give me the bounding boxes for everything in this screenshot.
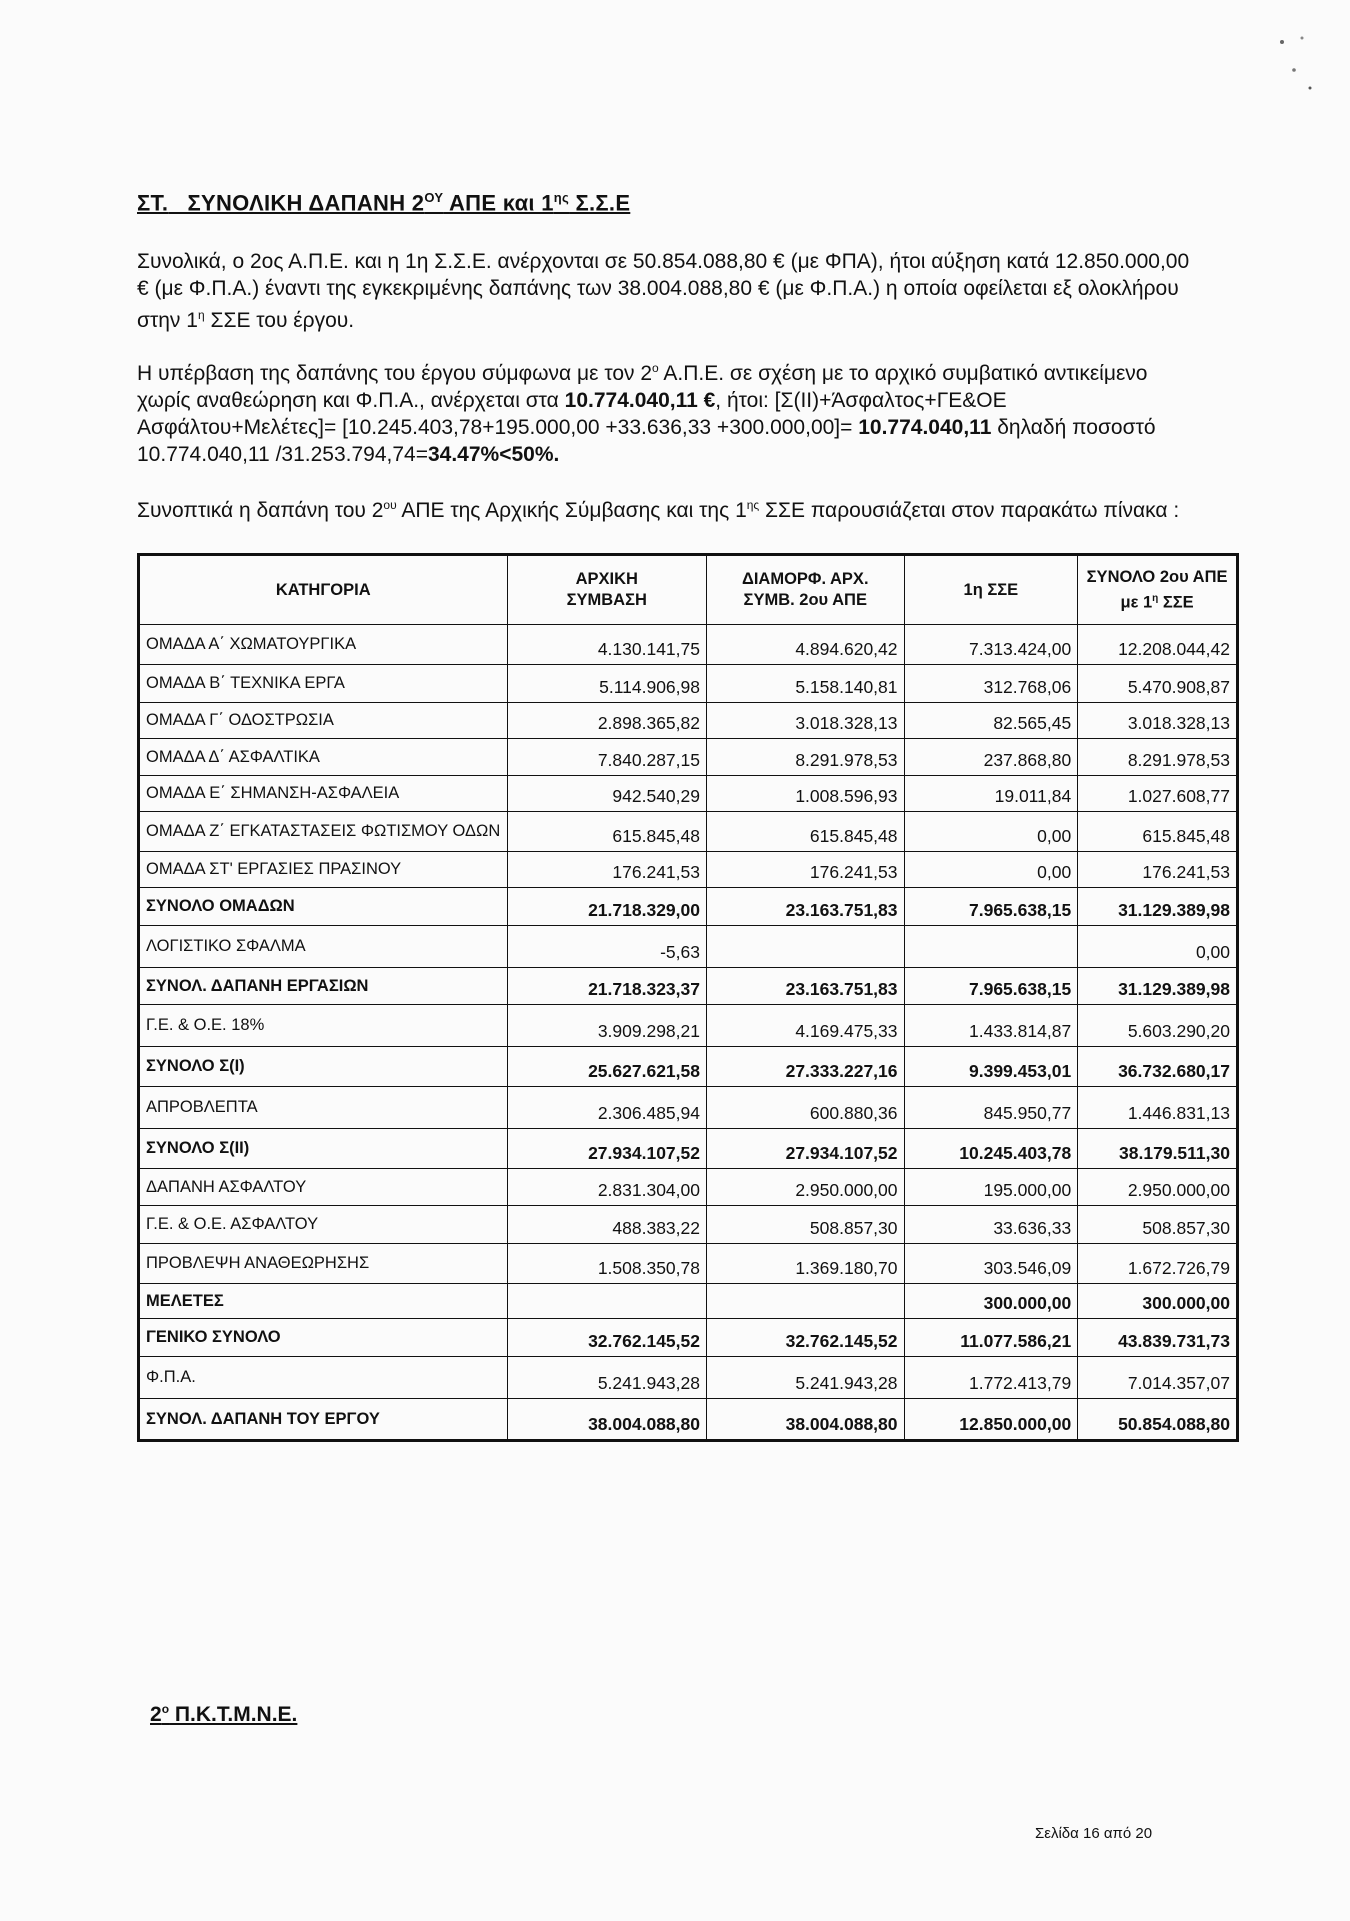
original-amount: 21.718.329,00	[507, 888, 707, 926]
sse-amount: 1.433.814,87	[904, 1005, 1078, 1047]
table-row	[139, 968, 1238, 1005]
table-row	[139, 1357, 1238, 1399]
total-amount: 5.470.908,87	[1078, 665, 1238, 703]
original-amount: 21.718.323,37	[507, 968, 707, 1005]
row-label: ΛΟΓΙΣΤΙΚΟ ΣΦΑΛΜΑ	[139, 926, 508, 968]
sse-amount: 300.000,00	[904, 1284, 1078, 1319]
table-header-row	[139, 555, 1238, 625]
total-amount: 7.014.357,07	[1078, 1357, 1238, 1399]
table-row	[139, 1087, 1238, 1129]
row-label: ΣΥΝΟΛΟ Σ(ΙΙ)	[139, 1129, 508, 1169]
amended-amount: 27.934.107,52	[707, 1129, 905, 1169]
amended-amount: 1.008.596,93	[707, 776, 905, 812]
sse-amount: 303.546,09	[904, 1244, 1078, 1284]
original-amount: 176.241,53	[507, 852, 707, 888]
total-amount: 5.603.290,20	[1078, 1005, 1238, 1047]
total-amount: 0,00	[1078, 926, 1238, 968]
table-row	[139, 852, 1238, 888]
overrun-amount-total: 10.774.040,11	[858, 416, 992, 439]
amended-amount: 600.880,36	[707, 1087, 905, 1129]
amended-amount: 4.169.475,33	[707, 1005, 905, 1047]
total-amount: 12.208.044,42	[1078, 625, 1238, 665]
sse-amount: 12.850.000,00	[904, 1399, 1078, 1441]
row-label: ΑΠΡΟΒΛΕΠΤΑ	[139, 1087, 508, 1129]
table-row	[139, 1284, 1238, 1319]
overrun-paragraph: Η υπέρβαση της δαπάνης του έργου σύμφωνα με τον $2^o$ Α.Π.Ε. σε σχέση με το αρχικό συμβατικό αντικείμενο χωρίς αναθεώρηση και Φ.Π.Α., ανέρχεται στα 10.774.040,11 €, ήτοι: [Σ(ΙΙ)+Άσφαλτος+ΓΕ&ΟΕ Ασφάλτου+Μελέτες]= [10.245.403,78+195.000,00 +33.636,33 +300.000,00]= 10.774.040,11 δηλαδή ποσοστό 10.774.040,11 /31.253.794,74=34.47%<50%.	[137, 361, 1156, 466]
table-intro-paragraph: Συνοπτικά η δαπάνη του $2^{o\upsilon}$ ΑΠΕ της Αρχικής Σύμβασης και της $1^{\eta\varsigma}$ ΣΣΕ παρουσιάζεται στον παρακάτω πίνακα :	[137, 498, 1180, 522]
sse-amount: 237.868,80	[904, 739, 1078, 776]
total-amount: 3.018.328,13	[1078, 703, 1238, 739]
original-amount: 5.114.906,98	[507, 665, 707, 703]
amended-amount: 32.762.145,52	[707, 1319, 905, 1357]
total-amount: 31.129.389,98	[1078, 888, 1238, 926]
total-amount: 1.027.608,77	[1078, 776, 1238, 812]
original-amount: 488.383,22	[507, 1206, 707, 1244]
total-amount: 43.839.731,73	[1078, 1319, 1238, 1357]
header-original-contract: ΑΡΧΙΚΗ ΣΥΜΒΑΣΗ	[507, 555, 707, 625]
original-amount: 38.004.088,80	[507, 1399, 707, 1441]
row-label: ΠΡΟΒΛΕΨΗ ΑΝΑΘΕΩΡΗΣΗΣ	[139, 1244, 508, 1284]
row-label: Γ.Ε. & Ο.Ε. 18%	[139, 1005, 508, 1047]
sse-amount: 82.565,45	[904, 703, 1078, 739]
cost-summary-table	[137, 553, 1239, 1442]
amended-amount: 27.333.227,16	[707, 1047, 905, 1087]
row-label: ΜΕΛΕΤΕΣ	[139, 1284, 508, 1319]
original-amount: 2.898.365,82	[507, 703, 707, 739]
total-amount: 1.672.726,79	[1078, 1244, 1238, 1284]
table-row	[139, 776, 1238, 812]
total-amount: 50.854.088,80	[1078, 1399, 1238, 1441]
header-amended-contract: ΔΙΑΜΟΡΦ. ΑΡΧ. ΣΥΜΒ. 2ου ΑΠΕ	[707, 555, 905, 625]
row-label: ΟΜΑΔΑ Γ΄ ΟΔΟΣΤΡΩΣΙΑ	[139, 703, 508, 739]
row-label: ΣΥΝΟΛ. ΔΑΠΑΝΗ ΕΡΓΑΣΙΩΝ	[139, 968, 508, 1005]
table-row	[139, 665, 1238, 703]
page-number: Σελίδα 16 από 20	[1035, 1825, 1153, 1842]
table-row	[139, 888, 1238, 926]
overrun-amount: 10.774.040,11 €	[564, 389, 716, 412]
row-label: ΣΥΝΟΛΟ ΟΜΑΔΩΝ	[139, 888, 508, 926]
section-heading: ΣΤ. ΣΥΝΟΛΙΚΗ ΔΑΠΑΝΗ $2^{O\Upsilon}$ ΑΠΕ και $1^{\eta\varsigma}$ Σ.Σ.Ε	[137, 190, 631, 216]
row-label: Γ.Ε. & Ο.Ε. ΑΣΦΑΛΤΟΥ	[139, 1206, 508, 1244]
original-amount: 615.845,48	[507, 812, 707, 852]
row-label: ΣΥΝΟΛ. ΔΑΠΑΝΗ ΤΟΥ ΕΡΓΟΥ	[139, 1399, 508, 1441]
table-body	[139, 625, 1238, 1441]
original-amount: 25.627.621,58	[507, 1047, 707, 1087]
row-label: ΣΥΝΟΛΟ Σ(Ι)	[139, 1047, 508, 1087]
amended-amount: 23.163.751,83	[707, 968, 905, 1005]
scan-specks	[1272, 30, 1322, 100]
original-amount	[507, 1284, 707, 1319]
summary-paragraph: Συνολικά, ο 2ος Α.Π.Ε. και η 1η Σ.Σ.Ε. ανέρχονται σε 50.854.088,80 € (με ΦΠΑ), ήτοι αύξηση κατά 12.850.000,00 € (με Φ.Π.Α.) έναντι της εγκεκριμένης δαπάνης των 38.004.088,80 € (με Φ.Π.Α.) η οποία οφείλεται εξ ολοκλήρου στην $1^\eta$ ΣΣΕ του έργου.	[137, 250, 1190, 332]
original-amount: 27.934.107,52	[507, 1129, 707, 1169]
table-row	[139, 703, 1238, 739]
row-label: ΟΜΑΔΑ ΣΤ' ΕΡΓΑΣΙΕΣ ΠΡΑΣΙΝΟΥ	[139, 852, 508, 888]
sse-amount: 195.000,00	[904, 1169, 1078, 1206]
sse-amount: 0,00	[904, 852, 1078, 888]
table-row	[139, 1169, 1238, 1206]
row-label: ΟΜΑΔΑ Δ΄ ΑΣΦΑΛΤΙΚΑ	[139, 739, 508, 776]
amended-amount: 3.018.328,13	[707, 703, 905, 739]
total-amount: 8.291.978,53	[1078, 739, 1238, 776]
total-amount: 1.446.831,13	[1078, 1087, 1238, 1129]
total-amount: 508.857,30	[1078, 1206, 1238, 1244]
row-label: ΟΜΑΔΑ Β΄ ΤΕΧΝΙΚΑ ΕΡΓΑ	[139, 665, 508, 703]
original-amount: 32.762.145,52	[507, 1319, 707, 1357]
table-row	[139, 625, 1238, 665]
table-row	[139, 1399, 1238, 1441]
amended-amount: 8.291.978,53	[707, 739, 905, 776]
total-amount: 38.179.511,30	[1078, 1129, 1238, 1169]
original-amount: 2.831.304,00	[507, 1169, 707, 1206]
amended-amount: 1.369.180,70	[707, 1244, 905, 1284]
original-amount: 1.508.350,78	[507, 1244, 707, 1284]
original-amount: 5.241.943,28	[507, 1357, 707, 1399]
original-amount: 4.130.141,75	[507, 625, 707, 665]
next-section-heading: $2^o$ Π.Κ.Τ.Μ.Ν.Ε.	[150, 1702, 298, 1726]
amended-amount	[707, 1284, 905, 1319]
sse-amount: 312.768,06	[904, 665, 1078, 703]
sse-amount: 1.772.413,79	[904, 1357, 1078, 1399]
row-label: ΟΜΑΔΑ Ε΄ ΣΗΜΑΝΣΗ-ΑΣΦΑΛΕΙΑ	[139, 776, 508, 812]
sse-amount: 33.636,33	[904, 1206, 1078, 1244]
sse-amount	[904, 926, 1078, 968]
row-label: ΔΑΠΑΝΗ ΑΣΦΑΛΤΟΥ	[139, 1169, 508, 1206]
header-total: ΣΥΝΟΛΟ 2ου ΑΠΕ με $1^\eta$ ΣΣΕ	[1078, 555, 1238, 625]
table-row	[139, 1244, 1238, 1284]
sse-amount: 9.399.453,01	[904, 1047, 1078, 1087]
amended-amount: 5.158.140,81	[707, 665, 905, 703]
sse-amount: 11.077.586,21	[904, 1319, 1078, 1357]
total-amount: 300.000,00	[1078, 1284, 1238, 1319]
row-label: Φ.Π.Α.	[139, 1357, 508, 1399]
table-row	[139, 1206, 1238, 1244]
total-amount: 615.845,48	[1078, 812, 1238, 852]
amended-amount	[707, 926, 905, 968]
sse-amount: 10.245.403,78	[904, 1129, 1078, 1169]
table-row	[139, 1047, 1238, 1087]
amended-amount: 508.857,30	[707, 1206, 905, 1244]
original-amount: -5,63	[507, 926, 707, 968]
row-label: ΓΕΝΙΚΟ ΣΥΝΟΛΟ	[139, 1319, 508, 1357]
table-row	[139, 1129, 1238, 1169]
amended-amount: 2.950.000,00	[707, 1169, 905, 1206]
row-label: ΟΜΑΔΑ Ζ΄ ΕΓΚΑΤΑΣΤΑΣΕΙΣ ΦΩΤΙΣΜΟΥ ΟΔΩΝ	[139, 812, 508, 852]
row-label: ΟΜΑΔΑ Α΄ ΧΩΜΑΤΟΥΡΓΙΚΑ	[139, 625, 508, 665]
amended-amount: 38.004.088,80	[707, 1399, 905, 1441]
overrun-percent: 34.47%<50%.	[427, 443, 560, 466]
sse-amount: 7.965.638,15	[904, 888, 1078, 926]
sse-amount: 845.950,77	[904, 1087, 1078, 1129]
table-row	[139, 1005, 1238, 1047]
amended-amount: 5.241.943,28	[707, 1357, 905, 1399]
original-amount: 7.840.287,15	[507, 739, 707, 776]
original-amount: 2.306.485,94	[507, 1087, 707, 1129]
amended-amount: 615.845,48	[707, 812, 905, 852]
total-amount: 2.950.000,00	[1078, 1169, 1238, 1206]
sse-amount: 7.965.638,15	[904, 968, 1078, 1005]
total-amount: 31.129.389,98	[1078, 968, 1238, 1005]
original-amount: 3.909.298,21	[507, 1005, 707, 1047]
original-amount: 942.540,29	[507, 776, 707, 812]
table-row	[139, 926, 1238, 968]
amended-amount: 4.894.620,42	[707, 625, 905, 665]
total-amount: 176.241,53	[1078, 852, 1238, 888]
header-category: ΚΑΤΗΓΟΡΙΑ	[139, 555, 508, 625]
sse-amount: 7.313.424,00	[904, 625, 1078, 665]
sse-amount: 0,00	[904, 812, 1078, 852]
amended-amount: 23.163.751,83	[707, 888, 905, 926]
header-sse: 1η ΣΣΕ	[904, 555, 1078, 625]
amended-amount: 176.241,53	[707, 852, 905, 888]
section-prefix: ΣΤ.	[137, 190, 169, 216]
total-amount: 36.732.680,17	[1078, 1047, 1238, 1087]
sse-amount: 19.011,84	[904, 776, 1078, 812]
table-row	[139, 812, 1238, 852]
table-row	[139, 739, 1238, 776]
table-row	[139, 1319, 1238, 1357]
